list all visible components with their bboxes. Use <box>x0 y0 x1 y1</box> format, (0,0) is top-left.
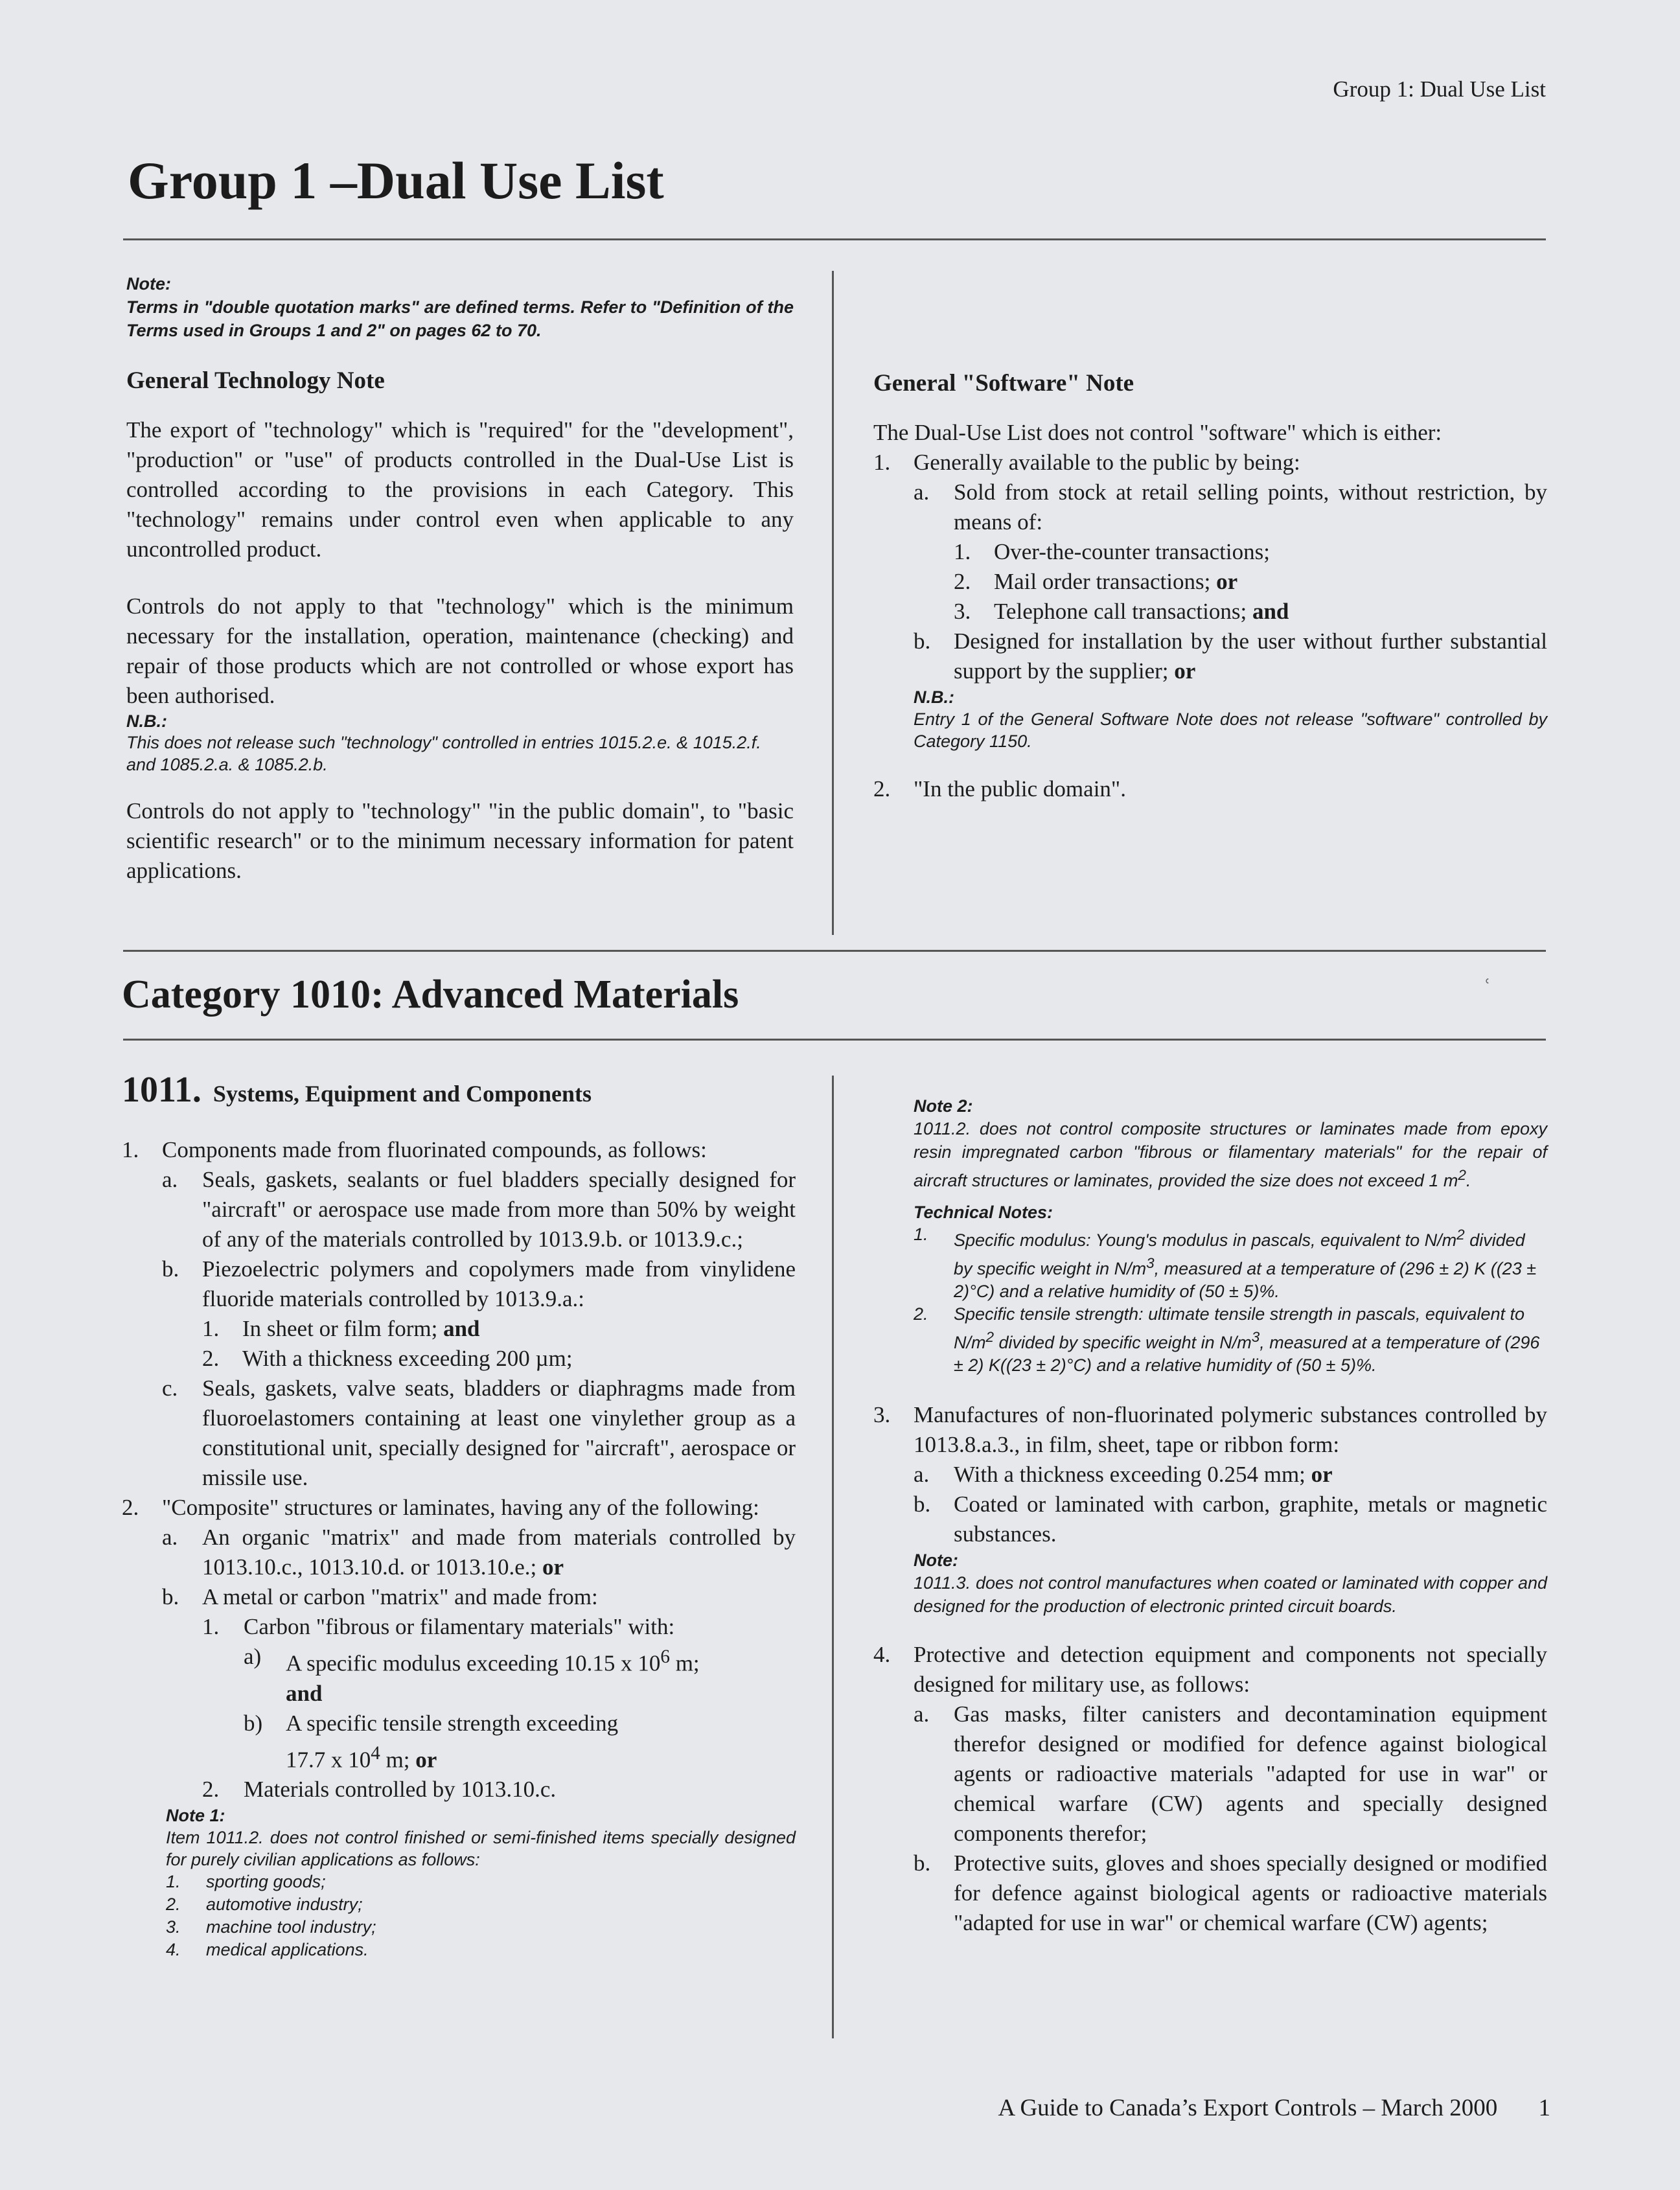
item-1c: c. Seals, gaskets, valve seats, bladders or diaphragms made from fluoroelastomers containing at least one vinylether group as a constitutional unit, specially designed for "aircraft", aerospace or missile use. <box>162 1376 796 1490</box>
category-rule-top <box>123 950 1546 952</box>
item-2b: b. A metal or carbon "matrix" and made from: <box>162 1584 598 1609</box>
item-1b2: 2. With a thickness exceeding 200 µm; <box>202 1346 573 1371</box>
item-2a: a. An organic "matrix" and made from materials controlled by 1013.10.c., 1013.10.d. or 1013.10.e.; or <box>162 1525 796 1580</box>
item-2: 2. "Composite" structures or laminates, having any of the following: <box>122 1495 759 1520</box>
gsn-item-2: 2. "In the public domain". <box>873 776 1126 801</box>
gsn-item-1a2: 2. Mail order transactions; or <box>954 569 1238 594</box>
item-3a: a. With a thickness exceeding 0.254 mm; or <box>914 1462 1333 1487</box>
item-2b1a: a) A specific modulus exceeding 10.15 x $10^6$ m; and <box>244 1644 700 1706</box>
gsn-nb-label: N.B.: <box>914 687 954 707</box>
right-top-column <box>873 369 1547 804</box>
category-rule-bottom <box>123 1039 1546 1041</box>
gsn-item-1: 1. Generally available to the public by being: <box>873 450 1300 475</box>
title-rule <box>123 238 1546 240</box>
gsn-item-1a3: 3. Telephone call transactions; and <box>954 599 1289 624</box>
item-2b2: 2. Materials controlled by 1013.10.c. <box>202 1777 557 1803</box>
column-divider-bottom <box>832 1076 834 2038</box>
item-4: 4. Protective and detection equipment and components not specially designed for military use, as follows: <box>873 1642 1547 1697</box>
note-item-3-text: 1011.3. does not control manufactures when coated or laminated with copper and designed for the production of electronic printed circuit boards. <box>914 1573 1547 1616</box>
gtn-paragraph-3: Controls do not apply to "technology" "in the public domain", to "basic scientific research" or to the minimum necessary information for patent applications. <box>126 798 794 883</box>
item-2b1: 1. Carbon "fibrous or filamentary materials" with: <box>202 1614 675 1639</box>
note-label: Note: <box>126 274 171 294</box>
item-title: Systems, Equipment and Components <box>213 1081 592 1107</box>
column-divider-top <box>832 271 834 935</box>
nb-label: N.B.: <box>126 711 167 731</box>
note-2-label: Note 2: <box>914 1096 973 1116</box>
gsn-item-1b: b. Designed for installation by the user without further substantial support by the supplier; or <box>914 628 1547 684</box>
item-1b1: 1. In sheet or film form; and <box>202 1316 480 1341</box>
note-1-item-4: 4. medical applications. <box>166 1940 369 1960</box>
general-technology-note-heading: General Technology Note <box>126 367 385 394</box>
note-1-label: Note 1: <box>166 1806 225 1826</box>
note-1-text: Item 1011.2. does not control finished or semi-finished items specially designed for purely civilian applications as follows: <box>166 1828 796 1870</box>
running-head: Group 1: Dual Use List <box>1333 76 1546 102</box>
footer-guide-title: A Guide to Canada’s Export Controls – March 2000 <box>998 2095 1498 2121</box>
note-2 <box>914 1095 1547 1377</box>
note-item-3 <box>914 1549 1547 1618</box>
technical-note-1: 1. Specific modulus: Young's modulus in pascals, equivalent to $N/m^2$ divided by specific weight in $N/m^3$, measured at a temperature of (296 ± 2) K ((23 ± 2)°C) and a relative humidity of (50 ± 5)%. <box>914 1225 1537 1301</box>
item-3: 3. Manufactures of non-fluorinated polymeric substances controlled by 1013.8.a.3., in film, sheet, tape or ribbon form: <box>873 1402 1547 1457</box>
gtn-paragraph-2: Controls do not apply to that "technology" which is the minimum necessary for the installation, operation, maintenance (checking) and repair of those products which are not controlled or whose export has been authorised. <box>126 594 794 708</box>
page-title: Group 1 –Dual Use List <box>128 151 664 210</box>
nb-text: This does not release such "technology" controlled in entries 1015.2.e. & 1015.2.f. and 1085.2.a. & 1085.2.b. <box>126 733 761 774</box>
item-4b: b. Protective suits, gloves and shoes specially designed or modified for defence against biological agents or radioactive materials "adapted for use in war" or chemical warfare (CW) agents; <box>914 1850 1547 1935</box>
page-number: 1 <box>1538 2095 1550 2121</box>
note-1-item-1: 1. sporting goods; <box>166 1872 326 1892</box>
gsn-item-1a: a. Sold from stock at retail selling points, without restriction, by means of: <box>914 479 1547 535</box>
right-bottom-column <box>873 1095 1547 1938</box>
general-software-note-heading: General "Software" Note <box>873 370 1134 397</box>
item-3b: b. Coated or laminated with carbon, graphite, metals or magnetic substances. <box>914 1492 1547 1547</box>
item-4a: a. Gas masks, filter canisters and decontamination equipment therefor designed or modified for defence against biological agents or radioactive materials "adapted for use in war" or chemical warfare (CW) agents and specially designed components therefor; <box>914 1701 1547 1846</box>
note-1 <box>166 1804 796 1961</box>
note-text: Terms in "double quotation marks" are defined terms. Refer to "Definition of the Terms used in Groups 1 and 2" on pages 62 to 70. <box>126 297 794 340</box>
gtn-paragraph-1: The export of "technology" which is "required" for the "development", "production" or "use" of products controlled in the Dual-Use List is controlled according to the provisions in each Category. This "technology" remains under control even when applicable to any uncontrolled product. <box>126 417 794 562</box>
left-bottom-column <box>122 1069 796 1961</box>
item-1: 1. Components made from fluorinated compounds, as follows: <box>122 1137 707 1162</box>
note-1-item-2: 2. automotive industry; <box>166 1895 363 1915</box>
gsn-item-1a1: 1. Over-the-counter transactions; <box>954 539 1270 564</box>
gsn-nb-text: Entry 1 of the General Software Note does not release "software" controlled by Category 1150. <box>914 709 1547 751</box>
item-2b1b: b) A specific tensile strength exceeding 17.7 x $10^4$ m; or <box>244 1710 619 1773</box>
left-top-column <box>126 272 794 886</box>
category-title: Category 1010: Advanced Materials <box>122 973 739 1017</box>
item-number: 1011. <box>122 1070 201 1110</box>
technical-notes-label: Technical Notes: <box>914 1203 1053 1222</box>
item-1a: a. Seals, gaskets, sealants or fuel bladders specially designed for "aircraft" or aerospace use made from more than 50% by weight of any of the materials controlled by 1013.9.b. or 1013.9.c.; <box>162 1167 796 1252</box>
margin-mark: ʿ <box>1482 974 1491 1003</box>
note-1-item-3: 3. machine tool industry; <box>166 1917 376 1937</box>
technical-note-2: 2. Specific tensile strength: ultimate tensile strength in pascals, equivalent to $N/m^2$ divided by specific weight in $N/m^3$, measured at a temperature of (296 ± 2) K((23 ± 2)°C) and a relative humidity of (50 ± 5)%. <box>914 1304 1540 1375</box>
gsn-intro: The Dual-Use List does not control "software" which is either: <box>873 420 1442 445</box>
note-item-3-label: Note: <box>914 1550 958 1570</box>
item-1b: b. Piezoelectric polymers and copolymers made from vinylidene fluoride materials controlled by 1013.9.a.: <box>162 1256 796 1311</box>
note-2-text: 1011.2. does not control composite structures or laminates made from epoxy resin impregnated carbon "fibrous or filamentary materials" for the repair of aircraft structures or laminates, provided the size does not exceed 1 $m^2$. <box>914 1119 1547 1190</box>
page-footer <box>998 2094 1550 2122</box>
